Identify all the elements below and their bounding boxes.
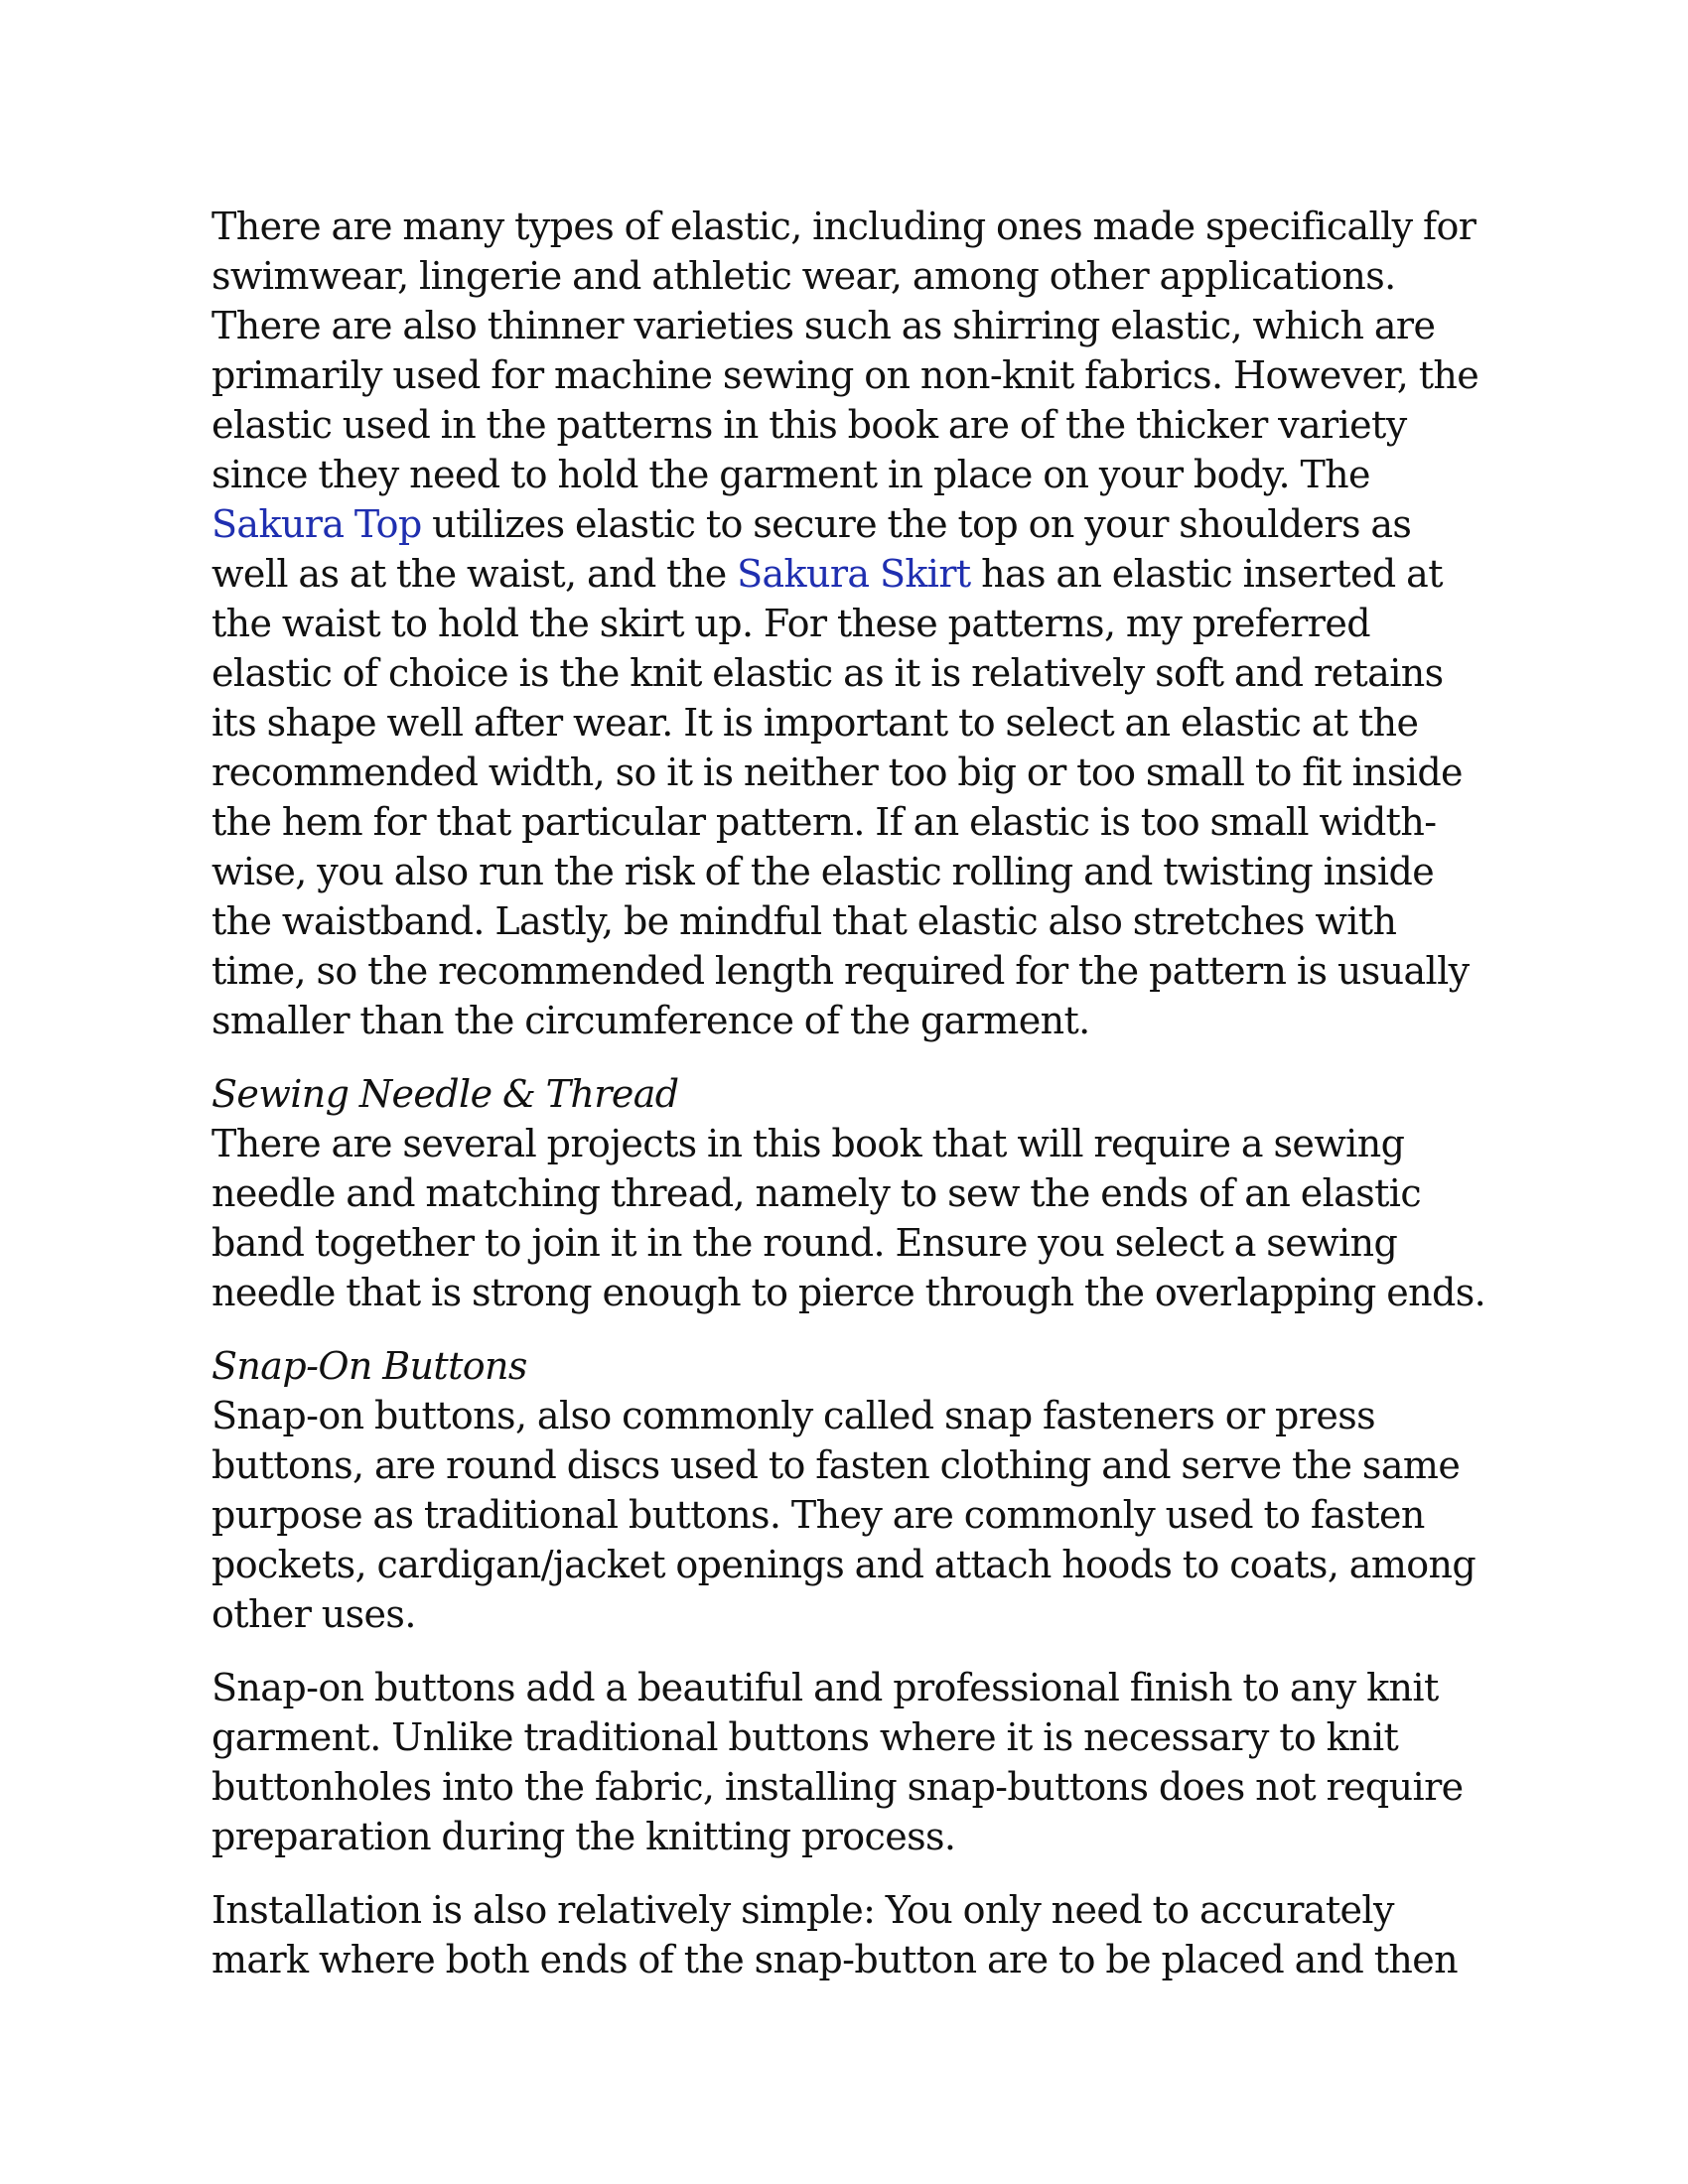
snap-section xyxy=(211,1341,1492,1639)
snap-paragraph-2: Snap-on buttons add a beautiful and professional finish to any knit garment. Unlike traditional buttons where it is necessary to knit buttonholes into the fabric, installing snap-buttons does not require preparation during the knitting process. xyxy=(211,1666,1464,1858)
sewing-paragraph: There are several projects in this book that will require a sewing needle and matching thread, namely to sew the ends of an elastic band together to join it in the round. Ensure you select a sewing needle that is strong enough to pierce through the overlapping ends. xyxy=(211,1122,1486,1314)
sewing-heading: Sewing Needle & Thread xyxy=(211,1072,679,1116)
sewing-section xyxy=(211,1069,1492,1317)
sakura-top-link[interactable]: Sakura Top xyxy=(211,502,422,546)
snap-paragraph-3: Installation is also relatively simple: You only need to accurately mark where both ends of the snap-button are to be placed and then xyxy=(211,1888,1459,1981)
elastic-paragraph xyxy=(211,202,1492,1045)
sakura-skirt-link[interactable]: Sakura Skirt xyxy=(737,552,971,596)
elastic-text-part-1: There are many types of elastic, including ones made specifically for swimwear, lingerie and athletic wear, among other applications. There are also thinner varieties such as shirring elastic, which are primarily used for machine sewing on non-knit fabrics. However, the elastic used in the patterns in this book are of the thicker variety since they need to hold the garment in place on your body. The xyxy=(211,205,1479,496)
elastic-text-part-3: has an elastic inserted at the waist to hold the skirt up. For these patterns, my preferred elastic of choice is the knit elastic as it is relatively soft and retains its shape well after wear. It is important to select an elastic at the recommended width, so it is neither too big or too small to fit inside the hem for that particular pattern. If an elastic is too small width-wise, you also run the risk of the elastic rolling and twisting inside the waistband. Lastly, be mindful that elastic also stretches with time, so the recommended length required for the pattern is usually smaller than the circumference of the garment. xyxy=(211,552,1470,1042)
document-page xyxy=(211,202,1492,2008)
elastic-text-part-2: utilizes elastic to secure the top on your shoulders as well as at the waist, and the xyxy=(211,502,1412,596)
snap-heading: Snap-On Buttons xyxy=(211,1344,527,1388)
snap-paragraph-1: Snap-on buttons, also commonly called snap fasteners or press buttons, are round discs used to fasten clothing and serve the same purpose as traditional buttons. They are commonly used to fasten pockets, cardigan/jacket openings and attach hoods to coats, among other uses. xyxy=(211,1394,1477,1636)
